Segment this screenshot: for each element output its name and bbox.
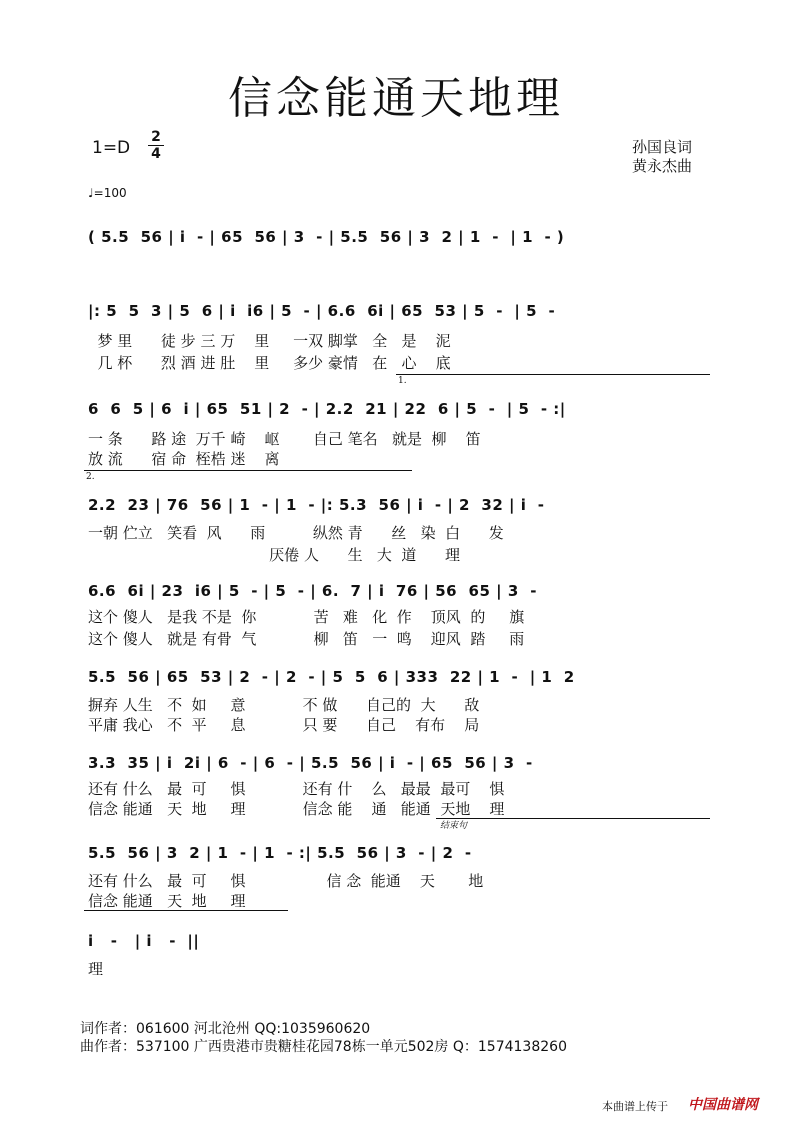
- notation-line: 5.5 56 | 3 2 | 1 - | 1 - :| 5.5 56 | 3 - | 2 -: [88, 844, 472, 862]
- notation-line: 5.5 56 | 65 53 | 2 - | 2 - | 5 5 6 | 333 22 | 1 - | 1 2: [88, 668, 575, 686]
- credits: [632, 138, 692, 176]
- lyric-line: 信念 能通 天 地 理 信念 能 通 能通 天地 理: [88, 800, 505, 818]
- composer-info: 曲作者：537100 广西贵港市贵糖桂花园78栋一单元502房 Q：1574138260: [80, 1039, 567, 1055]
- lyric-line: 还有 什么 最 可 惧 信 念 能通 天 地: [88, 872, 484, 890]
- time-signature-top: 2: [151, 129, 161, 145]
- lyric-line: 厌倦 人 生 大 道 理: [88, 546, 461, 564]
- volta-bracket: [396, 374, 710, 375]
- composer-credit: 黄永杰曲: [632, 157, 693, 175]
- lyric-line: 摒弃 人生 不 如 意 不 做 自己的 大 敌: [88, 696, 480, 714]
- page-title: 信念能通天地理: [228, 73, 564, 124]
- volta-second: 2.: [86, 472, 95, 482]
- notation-line: 3.3 35 | i 2i | 6 - | 6 - | 5.5 56 | i - | 65 56 | 3 -: [88, 754, 533, 772]
- lyric-line: 这个 傻人 就是 有骨 气 柳 笛 一 鸣 迎风 踏 雨: [88, 630, 525, 648]
- site-logo[interactable]: 中国曲谱网: [688, 1097, 758, 1113]
- lyric-line: 一朝 伫立 笑看 风 雨 纵然 青 丝 染 白 发: [88, 524, 504, 542]
- lyricist-credit: 孙国良词: [632, 138, 693, 156]
- tempo-marking: ♩=100: [88, 186, 127, 200]
- coda-label: 结束句: [440, 821, 468, 831]
- lyric-line: 这个 傻人 是我 不是 你 苦 难 化 作 顶风 的 旗: [88, 608, 525, 626]
- time-signature-bottom: 4: [151, 146, 161, 162]
- upload-notice: 本曲谱上传于: [602, 1100, 668, 1113]
- notation-line: 2.2 23 | 76 56 | 1 - | 1 - |: 5.3 56 | i - | 2 32 | i -: [88, 496, 545, 514]
- lyric-line: 平庸 我心 不 平 息 只 要 自己 有布 局: [88, 716, 480, 734]
- lyric-line: 信念 能通 天 地 理: [88, 892, 246, 910]
- notation-line: i - | i - ||: [88, 932, 200, 950]
- key-signature: 1=D: [92, 138, 131, 158]
- lyric-line: 还有 什么 最 可 惧 还有 什 么 最最 最可 惧: [88, 780, 505, 798]
- lyric-line: 梦 里 徒 步 三 万 里 一双 脚掌 全 是 泥: [88, 332, 451, 350]
- ending-bracket: [84, 910, 288, 911]
- coda-bracket: [436, 818, 710, 819]
- lyric-line: 放 流 宿 命 桎梏 迷 离: [88, 450, 280, 468]
- notation-line: |: 5 5 3 | 5 6 | i i6 | 5 - | 6.6 6i | 65 53 | 5 - | 5 -: [88, 302, 556, 320]
- lyric-line: 一 条 路 途 万千 崎 岖 自己 笔名 就是 柳 笛: [88, 430, 481, 448]
- volta-first: 1.: [398, 376, 407, 386]
- volta-bracket: [84, 470, 412, 471]
- lyric-line: 理: [88, 960, 104, 978]
- lyricist-info: 词作者：061600 河北沧州 QQ:1035960620: [80, 1021, 371, 1037]
- time-signature: [148, 130, 164, 161]
- notation-line: 6.6 6i | 23 i6 | 5 - | 5 - | 6. 7 | i 76 | 56 65 | 3 -: [88, 582, 537, 600]
- notation-line: 6 6 5 | 6 i | 65 51 | 2 - | 2.2 21 | 22 6 | 5 - | 5 - :|: [88, 400, 566, 418]
- lyric-line: 几 杯 烈 酒 进 肚 里 多少 豪情 在 心 底: [88, 354, 451, 372]
- notation-line: ( 5.5 56 | i - | 65 56 | 3 - | 5.5 56 | 3 2 | 1 - | 1 - ): [88, 228, 565, 246]
